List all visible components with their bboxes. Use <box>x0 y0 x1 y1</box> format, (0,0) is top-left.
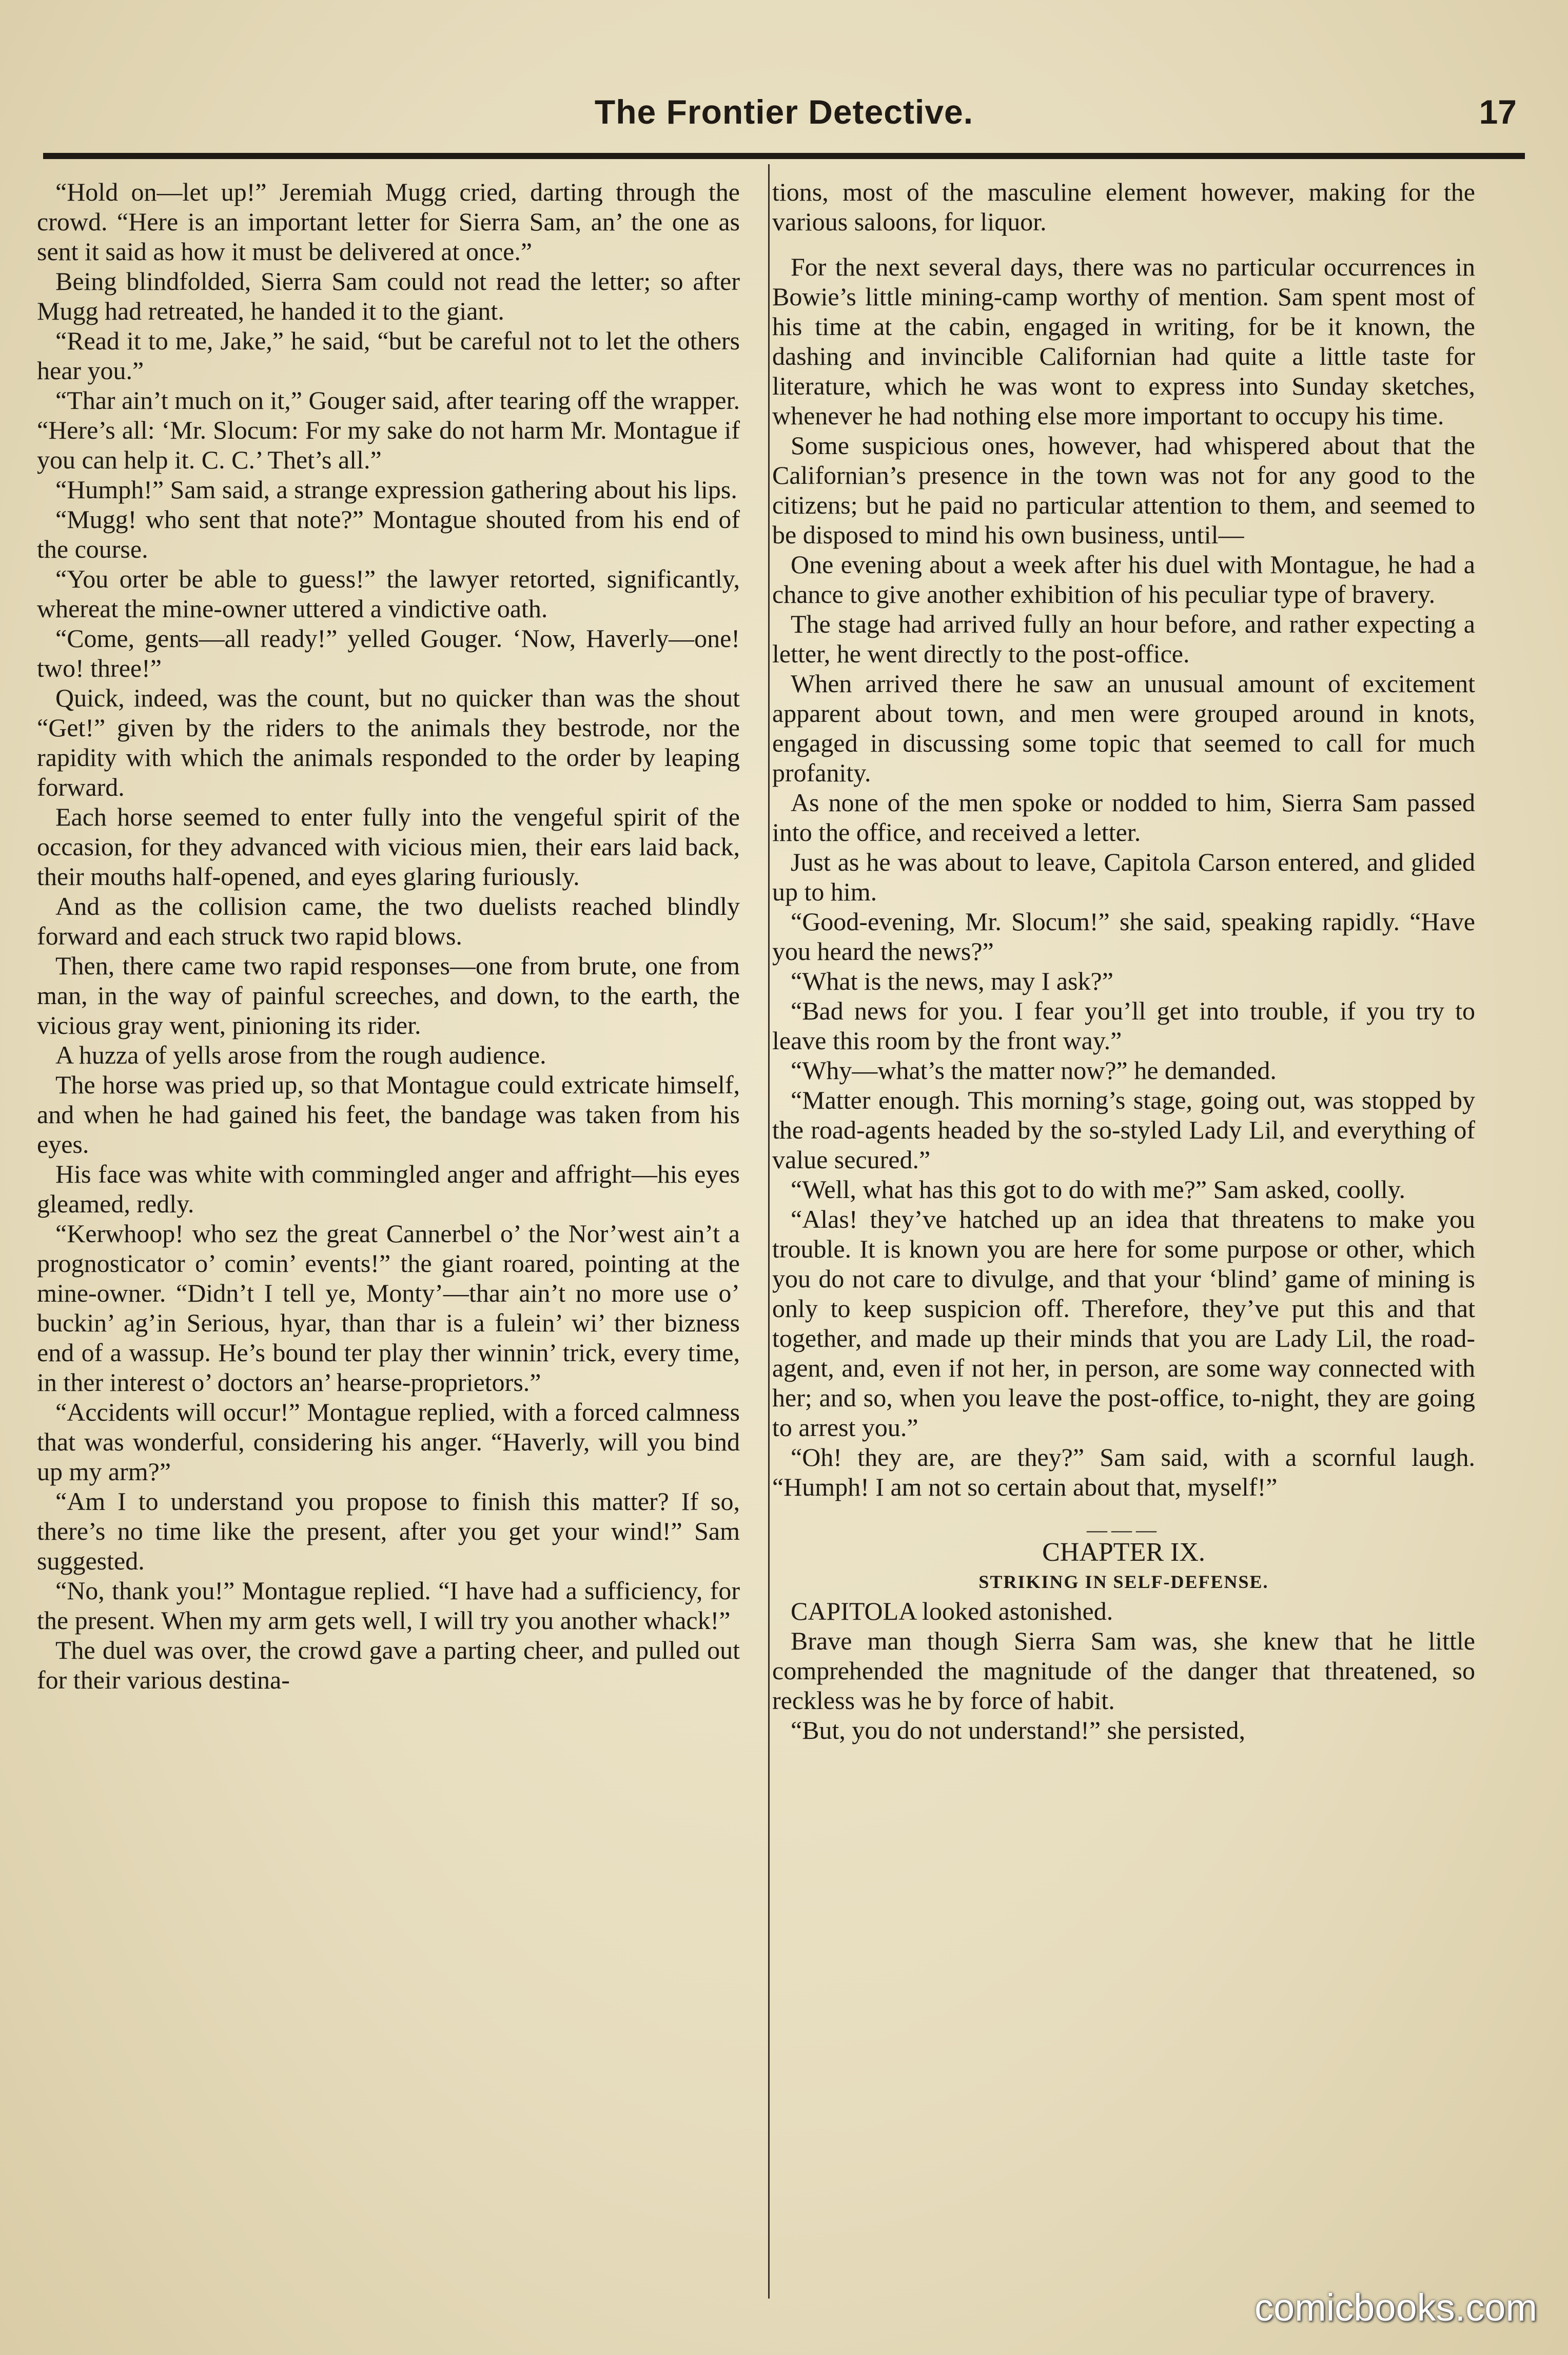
page-number: 17 <box>1479 93 1517 131</box>
paragraph: A huzza of yells arose from the rough audience. <box>55 1041 546 1069</box>
paragraph: CAPITOLA looked astonished. <box>791 1597 1113 1625</box>
paragraph: Just as he was about to leave, Capitola Carson entered, and glided up to him. <box>772 848 1475 906</box>
running-title: The Frontier Detective. <box>594 93 974 131</box>
paragraph: The horse was pried up, so that Montague could extricate himself, and when he had gained his feet, the bandage was taken from his eyes. <box>37 1070 740 1159</box>
paragraph: tions, most of the masculine element however, making for the various saloons, for liquor. <box>772 178 1475 236</box>
paragraph: “But, you do not understand!” she persisted, <box>791 1716 1245 1744</box>
paragraph: “Come, gents—all ready!” yelled Gouger. ‘Now, Haverly—one! two! three!” <box>37 624 740 682</box>
paragraph: “Am I to understand you propose to finish this matter? If so, there’s no time like the present, after you get your wind!” Sam suggested. <box>37 1487 740 1575</box>
paragraph: Then, there came two rapid responses—one from brute, one from man, in the way of painful screeches, and down, to the earth, the vicious gray went, pinioning its rider. <box>37 951 740 1039</box>
paragraph: Brave man though Sierra Sam was, she knew that he little comprehended the magnitude of the danger that threatened, so reckless was he by force of habit. <box>772 1626 1475 1715</box>
chapter-title: CHAPTER IX. <box>1042 1538 1205 1567</box>
paragraph: As none of the men spoke or nodded to him, Sierra Sam passed into the office, and received a letter. <box>772 788 1475 847</box>
paragraph: The stage had arrived fully an hour before, and rather expecting a letter, he went directly to the post-office. <box>772 610 1475 668</box>
header-rule <box>43 153 1525 159</box>
paragraph: “Oh! they are, are they?” Sam said, with a scornful laugh. “Humph! I am not so certain about that, myself!” <box>772 1443 1475 1501</box>
paragraph: “Hold on—let up!” Jeremiah Mugg cried, darting through the crowd. “Here is an important letter for Sierra Sam, an’ the one as sent it said as how it must be delivered at once.” <box>37 178 740 266</box>
paragraph: For the next several days, there was no particular occurrences in Bowie’s little mining-camp worthy of mention. Sam spent most of his time at the cabin, engaged in writing, for be it known, the dashing and invincible Californian had quite a little taste for literature, which he was wont to express into Sunday sketches, whenever he had nothing else more important to occupy his time. <box>772 252 1475 430</box>
paragraph: “Well, what has this got to do with me?” Sam asked, coolly. <box>791 1175 1406 1204</box>
paragraph: “Thar ain’t much on it,” Gouger said, after tearing off the wrapper. “Here’s all: ‘Mr. Slocum: For my sake do not harm Mr. Montague if you can help it. C. C.’ Thet’s all.” <box>37 386 740 474</box>
paragraph: “Read it to me, Jake,” he said, “but be careful not to let the others hear you.” <box>37 326 740 385</box>
chapter-subtitle: STRIKING IN SELF-DEFENSE. <box>978 1572 1269 1592</box>
chapter-ornament: ——— <box>1087 1518 1161 1541</box>
paragraph: “Good-evening, Mr. Slocum!” she said, speaking rapidly. “Have you heard the news?” <box>772 907 1475 966</box>
paragraph: Being blindfolded, Sierra Sam could not read the letter; so after Mugg had retreated, he handed it to the giant. <box>37 267 740 325</box>
column-divider <box>768 164 770 2299</box>
paragraph: “Humph!” Sam said, a strange expression gathering about his lips. <box>55 475 737 504</box>
paragraph: “Why—what’s the matter now?” he demanded. <box>791 1056 1277 1085</box>
paragraph: The duel was over, the crowd gave a parting cheer, and pulled out for their various destina- <box>37 1636 740 1694</box>
watermark-logo: comicbooks.com <box>1254 2286 1537 2329</box>
paragraph: “Bad news for you. I fear you’ll get into trouble, if you try to leave this room by the front way.” <box>772 996 1475 1055</box>
paragraph: And as the collision came, the two duelists reached blindly forward and each struck two rapid blows. <box>37 892 740 950</box>
paragraph: When arrived there he saw an unusual amount of excitement apparent about town, and men were grouped around in knots, engaged in discussing some topic that seemed to call for much profanity. <box>772 669 1475 787</box>
paragraph: “Kerwhoop! who sez the great Cannerbel o’ the Nor’west ain’t a prognosticator o’ comin’ events!” the giant roared, pointing at the mine-owner. “Didn’t I tell ye, Monty’—thar ain’t no more use o’ buckin’ ag’in Serious, hyar, than thar is a fulein’ wi’ ther bizness end of a wassup. He’s bound ter play ther winnin’ trick, every time, in ther interest o’ doctors an’ hearse-proprietors.” <box>37 1219 740 1397</box>
chapter-heading <box>772 1518 1475 1596</box>
paragraph: Some suspicious ones, however, had whispered about that the Californian’s presence in the town was not for any good to the citizens; but he paid no particular attention to them, and seemed to be disposed to mind his own business, until— <box>772 431 1475 549</box>
paragraph: “Accidents will occur!” Montague replied, with a forced calmness that was wonderful, considering his anger. “Haverly, will you bind up my arm?” <box>37 1398 740 1486</box>
paragraph: “You orter be able to guess!” the lawyer retorted, significantly, whereat the mine-owner uttered a vindictive oath. <box>37 564 740 623</box>
paragraph: “Matter enough. This morning’s stage, going out, was stopped by the road-agents headed by the so-styled Lady Lil, and everything of value secured.” <box>772 1086 1475 1174</box>
left-column <box>37 177 740 1695</box>
paragraph: Quick, indeed, was the count, but no quicker than was the shout “Get!” given by the riders to the animals they bestrode, nor the rapidity with which the animals responded to the order by leaping forward. <box>37 683 740 801</box>
paragraph: One evening about a week after his duel with Montague, he had a chance to give another exhibition of his peculiar type of bravery. <box>772 550 1475 609</box>
paragraph: Each horse seemed to enter fully into the vengeful spirit of the occasion, for they advanced with vicious mien, their ears laid back, their mouths half-opened, and eyes glaring furiously. <box>37 802 740 891</box>
paragraph: “Mugg! who sent that note?” Montague shouted from his end of the course. <box>37 505 740 563</box>
right-column <box>772 177 1475 1745</box>
paragraph: “Alas! they’ve hatched up an idea that threatens to make you trouble. It is known you are here for some purpose or other, which you do not care to divulge, and that your ‘blind’ game of mining is only to keep suspicion off. Therefore, they’ve put this and that together, and made up their minds that you are Lady Lil, the road-agent, and, even if not her, in person, are some way connected with her; and so, when you leave the post-office, to-night, they are going to arrest you.” <box>772 1205 1475 1442</box>
page-header <box>41 77 1527 144</box>
paragraph: “What is the news, may I ask?” <box>791 967 1113 995</box>
paragraph: His face was white with commingled anger and affright—his eyes gleamed, redly. <box>37 1160 740 1218</box>
paragraph: “No, thank you!” Montague replied. “I have had a sufficiency, for the present. When my arm gets well, I will try you another whack!” <box>37 1576 740 1635</box>
